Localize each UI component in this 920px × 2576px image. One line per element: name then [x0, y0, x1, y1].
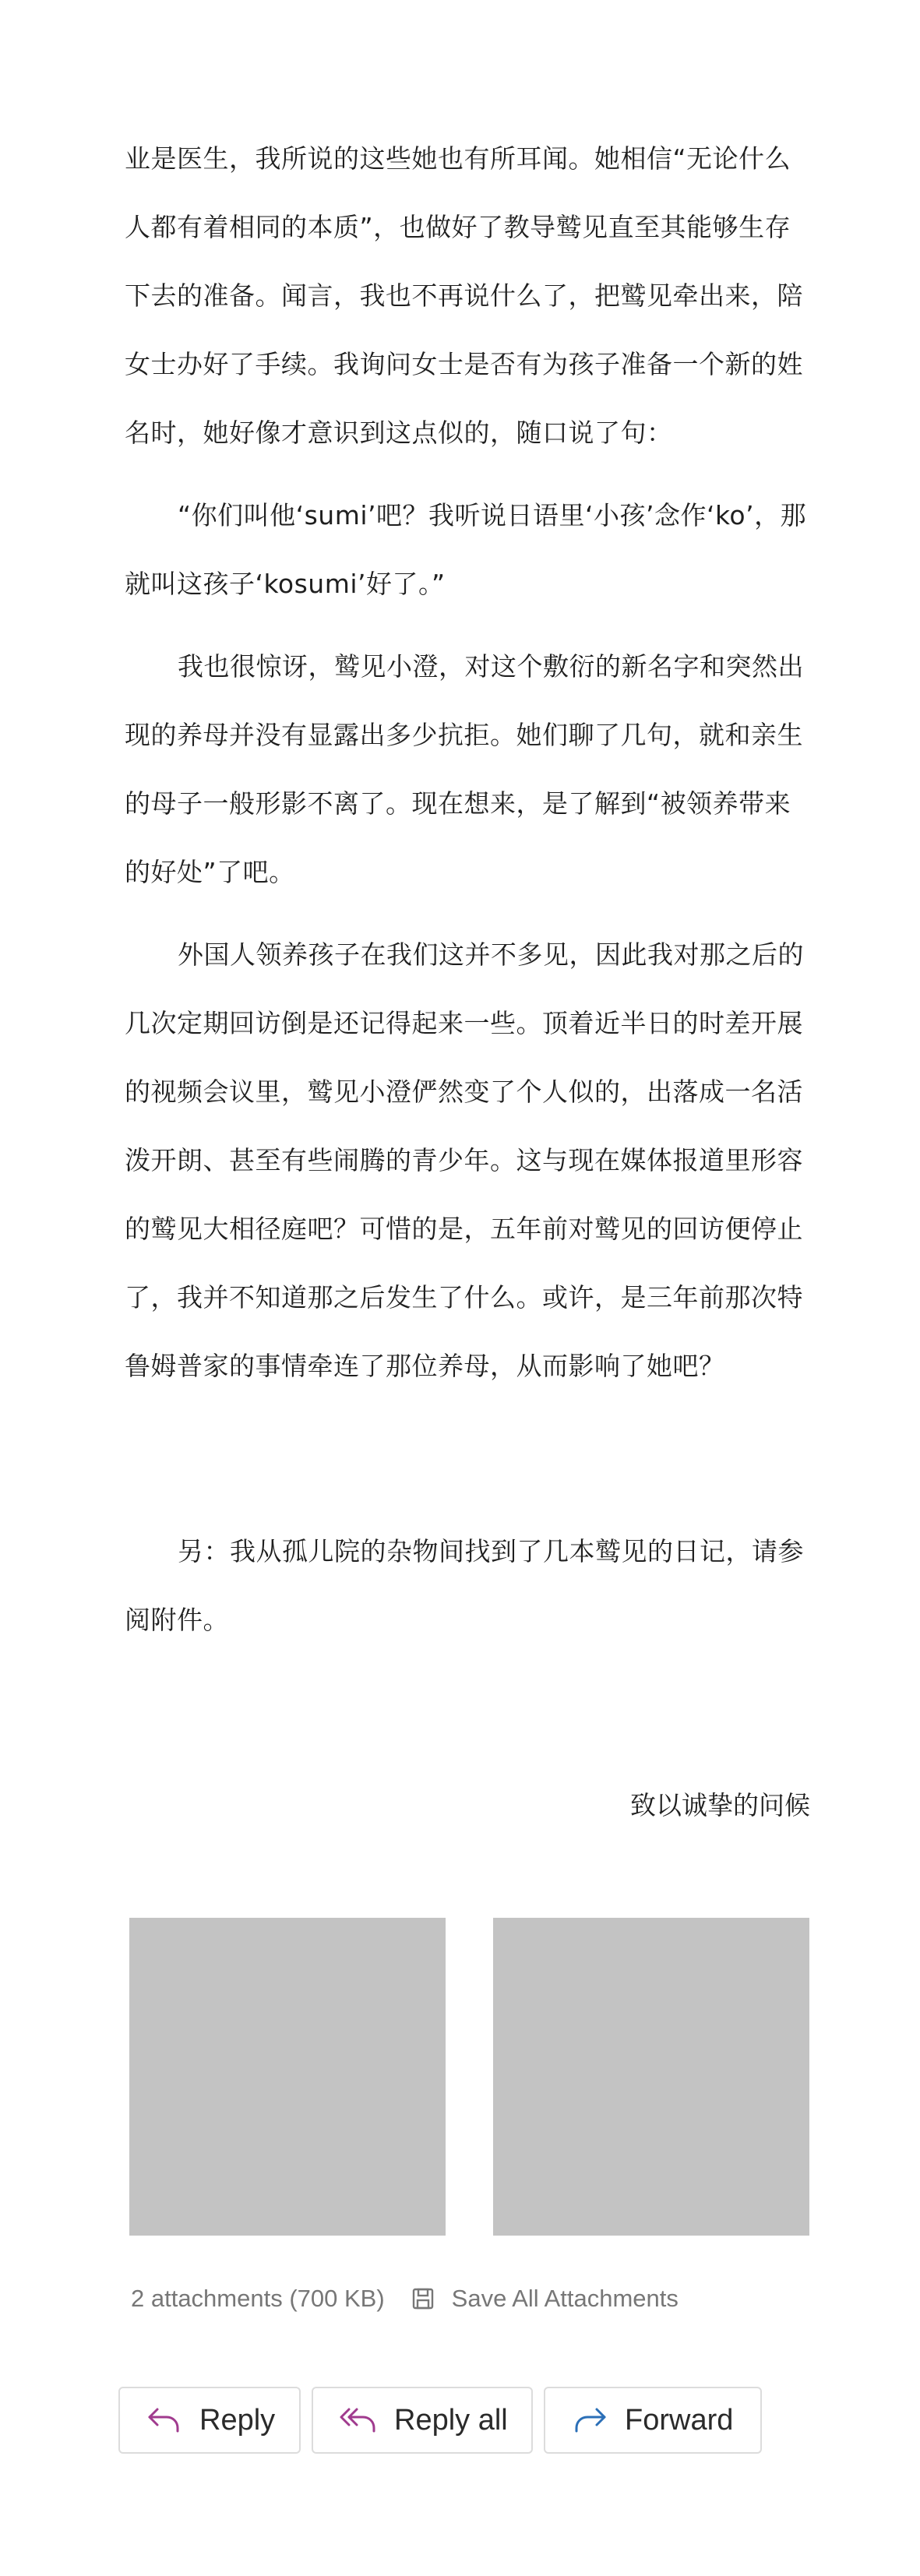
save-icon	[411, 2287, 435, 2310]
email-body	[125, 125, 810, 1840]
reply-all-button[interactable]	[312, 2387, 533, 2454]
save-all-attachments-button[interactable]	[411, 2285, 679, 2313]
reply-label: Reply	[199, 2403, 276, 2437]
reply-all-label: Reply all	[394, 2403, 508, 2437]
reply-arrow-icon	[146, 2405, 182, 2436]
body-paragraph-4: 外国人领养孩子在我们这并不多见，因此我对那之后的几次定期回访倒是还记得起来一些。顶着近半日的时差开展的视频会议里，鹫见小澄俨然变了个人似的，出落成一名活泼开朗、甚至有些闹腾的青少年。这与现在媒体报道里形容的鹫见大相径庭吧？可惜的是，五年前对鹫见的回访便停止了，我并不知道那之后发生了什么。或许，是三年前那次特鲁姆普家的事情牵连了那位养母，从而影响了她吧？	[125, 939, 804, 1381]
save-all-label: Save All Attachments	[451, 2285, 679, 2312]
forward-label: Forward	[625, 2403, 734, 2437]
reply-all-arrow-icon	[340, 2405, 377, 2436]
message-actions	[118, 2387, 762, 2454]
forward-arrow-icon	[572, 2405, 608, 2436]
attachment-summary: 2 attachments (700 KB)	[131, 2285, 385, 2312]
body-paragraph-3: 我也很惊讶，鹫见小澄，对这个敷衍的新名字和突然出现的养母并没有显露出多少抗拒。她们聊了几句，就和亲生的母子一般形影不离了。现在想来，是了解到“被领养带来的好处”了吧。	[125, 651, 804, 887]
attachment-bar	[131, 2279, 679, 2318]
body-paragraph-1: 业是医生，我所说的这些她也有所耳闻。她相信“无论什么人都有着相同的本质”，也做好了教导鹫见直至其能够生存下去的准备。闻言，我也不再说什么了，把鹫见牵出来，陪女士办好了手续。我询问女士是否有为孩子准备一个新的姓名时，她好像才意识到这点似的，随口说了句：	[125, 143, 803, 448]
attachment-thumbnail-2[interactable]	[493, 1918, 809, 2236]
signoff: 致以诚挚的问候	[630, 1790, 810, 1820]
attachment-thumbnails	[129, 1918, 812, 2237]
forward-button[interactable]	[544, 2387, 762, 2454]
reply-button[interactable]	[118, 2387, 301, 2454]
attachment-thumbnail-1[interactable]	[129, 1918, 446, 2236]
postscript-paragraph: 另：我从孤儿院的杂物间找到了几本鹫见的日记，请参阅附件。	[125, 1536, 804, 1635]
body-paragraph-2: “你们叫他‘sumi’吧？我听说日语里‘小孩’念作‘ko’，那就叫这孩子‘kosumi’好了。”	[125, 500, 807, 599]
